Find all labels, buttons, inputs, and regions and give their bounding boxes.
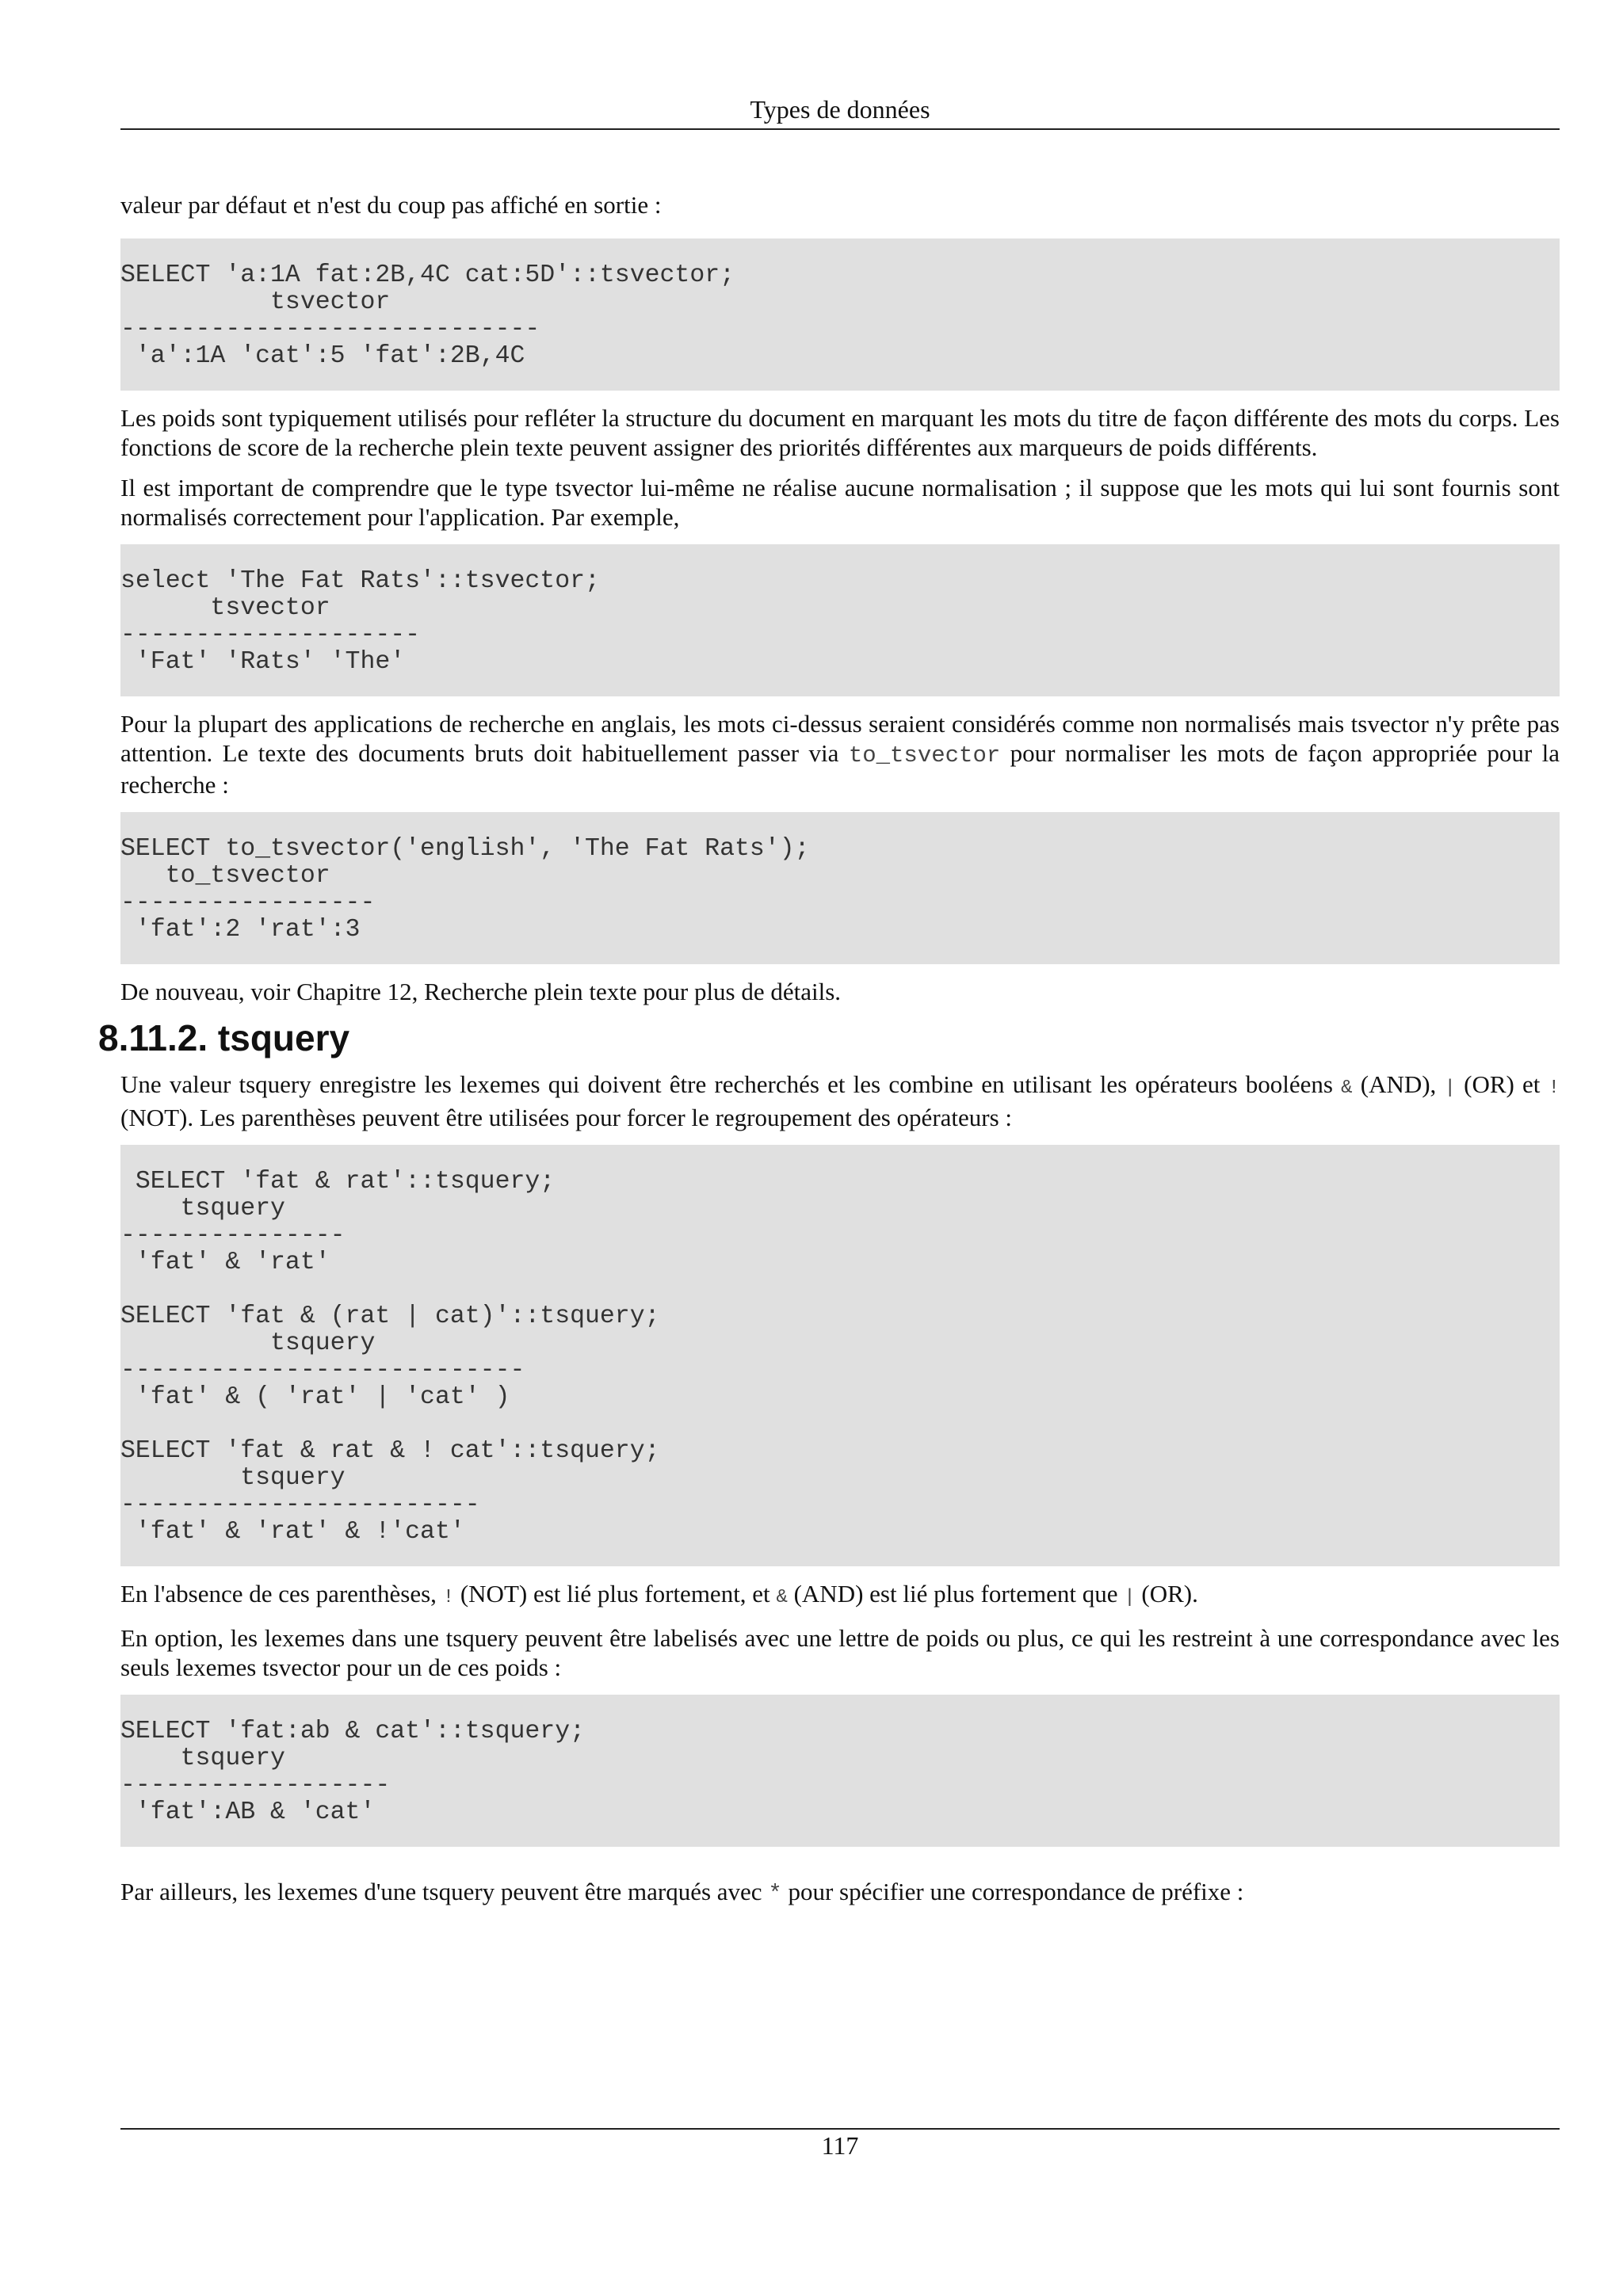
paragraph-prefix bbox=[120, 1877, 1560, 1909]
operator-not: ! bbox=[1548, 1077, 1560, 1099]
header-rule bbox=[120, 128, 1560, 130]
paragraph-normalisation: Il est important de comprendre que le type tsvector lui-même ne réalise aucune normalisation ; il suppose que les mots qui lui sont fournis sont normalisés correctement pour l'application. Par exemple, bbox=[120, 474, 1560, 531]
operator-star: * bbox=[768, 1881, 782, 1907]
paragraph-precedence-text-1: En l'absence de ces parenthèses, bbox=[120, 1580, 443, 1608]
paragraph-weights: Les poids sont typiquement utilisés pour refléter la structure du document en marquant les mots du titre de façon différente des mots du corps. Les fonctions de score de la recherche plein texte peuvent assigner des priorités différentes aux marqueurs de poids différents. bbox=[120, 404, 1560, 461]
paragraph-prefix-text-1: Par ailleurs, les lexemes d'une tsquery peuvent être marqués avec bbox=[120, 1878, 769, 1905]
code-block-tsvector-weights: SELECT 'a:1A fat:2B,4C cat:5D'::tsvector; tsvector ---------------------------- 'a':1A 'cat':5 'fat':2B,4C bbox=[120, 238, 1560, 391]
inline-code-to-tsvector: to_tsvector bbox=[848, 742, 1001, 769]
paragraph-tsquery-text-4: (NOT). Les parenthèses peuvent être utilisées pour forcer le regroupement des opérateurs : bbox=[120, 1104, 1013, 1131]
code-block-tsquery-operators: SELECT 'fat & rat'::tsquery; tsquery --------------- 'fat' & 'rat' SELECT 'fat & (rat | cat)'::tsquery; tsquery --------------------------- 'fat' & ( 'rat' | 'cat' ) SELECT 'fat & rat & ! cat'::tsquery; tsquery ------------------------ 'fat' & 'rat' & !'cat' bbox=[120, 1145, 1560, 1566]
operator-and: & bbox=[776, 1587, 788, 1608]
code-block-tsvector-raw: select 'The Fat Rats'::tsvector; tsvector -------------------- 'Fat' 'Rats' 'The' bbox=[120, 544, 1560, 696]
paragraph-labels: En option, les lexemes dans une tsquery peuvent être labelisés avec une lettre de poids ou plus, ce qui les restreint à une correspondance avec les seuls lexemes tsvector pour un de ces poids : bbox=[120, 1624, 1560, 1681]
paragraph-prefix-text-2: pour spécifier une correspondance de préfixe : bbox=[781, 1878, 1244, 1905]
operator-or: | bbox=[1124, 1587, 1136, 1608]
paragraph-precedence-text-3: (AND) est lié plus fortement que bbox=[787, 1580, 1125, 1608]
paragraph-precedence-text-2: (NOT) est lié plus fortement, et bbox=[454, 1580, 777, 1608]
operator-or: | bbox=[1444, 1077, 1456, 1099]
paragraph-precedence bbox=[120, 1579, 1560, 1612]
paragraph-tsquery bbox=[120, 1070, 1560, 1132]
operator-and: & bbox=[1341, 1077, 1353, 1099]
paragraph-precedence-text-4: (OR). bbox=[1135, 1580, 1198, 1608]
paragraph-english-text-1: Pour la plupart des applications de recherche en anglais, les mots ci-dessus seraient considérés comme non normalisés mais tsvector n'y prête pas attention. Le texte des documents bruts doit habituellement passer via bbox=[120, 710, 1560, 767]
intro-line: valeur par défaut et n'est du coup pas affiché en sortie : bbox=[120, 191, 662, 219]
paragraph-tsquery-text-3: (OR) et bbox=[1455, 1070, 1549, 1098]
page-number: 117 bbox=[821, 2131, 859, 2160]
code-block-tsquery-weights: SELECT 'fat:ab & cat'::tsquery; tsquery ------------------ 'fat':AB & 'cat' bbox=[120, 1695, 1560, 1847]
code-block-to-tsvector: SELECT to_tsvector('english', 'The Fat Rats'); to_tsvector ----------------- 'fat':2 'rat':3 bbox=[120, 812, 1560, 964]
section-heading-tsquery: 8.11.2. tsquery bbox=[98, 1017, 350, 1058]
paragraph-tsquery-text-1: Une valeur tsquery enregistre les lexemes qui doivent être recherchés et les combine en utilisant les opérateurs booléens bbox=[120, 1070, 1342, 1098]
paragraph-english bbox=[120, 709, 1560, 799]
paragraph-tsquery-text-2: (AND), bbox=[1352, 1070, 1445, 1098]
operator-not: ! bbox=[442, 1587, 455, 1608]
paragraph-see-chapter: De nouveau, voir Chapitre 12, Recherche plein texte pour plus de détails. bbox=[120, 978, 842, 1005]
paragraph-english-text-2: pour normaliser les mots de façon appropriée pour la recherche : bbox=[120, 739, 1560, 799]
page-content bbox=[98, 190, 1560, 1909]
running-header: Types de données bbox=[750, 95, 930, 124]
